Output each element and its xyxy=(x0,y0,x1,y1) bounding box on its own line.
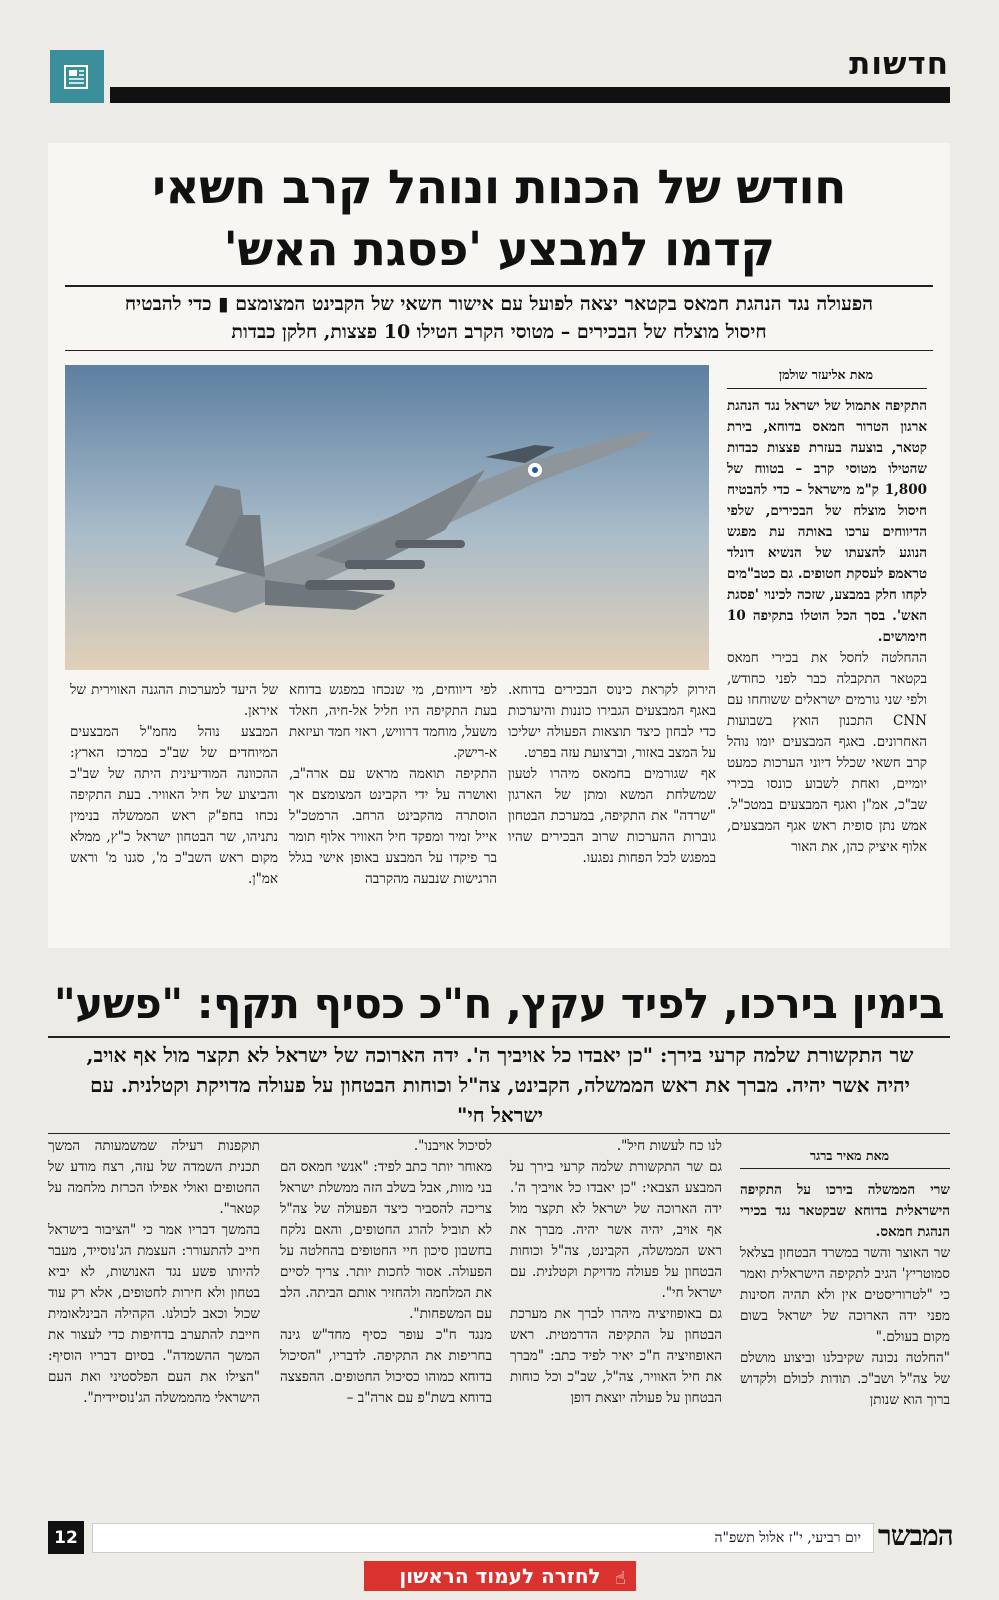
story-2-paragraph: "החלטה נכונה שקיבלנו וביצוע מושלם של צה"ל ושב"כ. תודות לכולם ולקדוש ברוך הוא שנותן xyxy=(740,1350,950,1408)
story-2-paragraph: תוקפנות רעילה שמשמעותה המשך תכנית השמדה של עזה, רצח מודע של החטופים ואולי אפילו הכרזת מלחמה על קטאר". xyxy=(48,1138,260,1217)
story-1-paragraph: של היעד למערכות ההגנה האווירית של איראן. xyxy=(70,682,278,719)
header-rule xyxy=(110,87,950,103)
story-1-headline-line-1: חודש של הכנות ונוהל קרב חשאי xyxy=(152,160,846,215)
story-2-byline: מאת מאיר ברגר xyxy=(809,1148,889,1163)
story-1-column-3 xyxy=(289,680,497,890)
story-2-subhead-line-2: יהיה אשר יהיה. מברך את ראש הממשלה, הקבינט, צה"ל וכוחות הבטחון על פעולה מדויקת וקטלנית. עם xyxy=(90,1073,910,1097)
fighter-jet-photo xyxy=(65,365,709,670)
story-1-column-4 xyxy=(70,680,278,890)
byline-rule xyxy=(727,388,927,389)
story-2-paragraph: גם באופוזיציה מיהרו לברך את מערכת הבטחון על התקיפה הדרמטית. ראש האופוזיציה ח"כ יאיר לפיד כתב: "מברך את חיל האוויר, צה"ל, שב"כ וכל כוחות הבטחון על פעולה יוצאת דופן xyxy=(510,1306,722,1406)
story-1-paragraph: המבצע נוהל מחמ"ל המבצעים המיוחדים של שב"כ במרכז הארץ: ההכוונה המודיעינית היתה של שב"כ והביצוע של חיל האוויר. בעת התקיפה נכחו בחפ"ק ראש הממשלה בנימין נתניהו, שר הבטחון ישראל כ"ץ, ממלא מקום ראש השב"כ מ', סגנו מ' וראש אמ"ן. xyxy=(70,724,278,887)
story-2-subhead-rule xyxy=(48,1133,950,1134)
story-1-column-1 xyxy=(727,396,927,858)
story-2-column-3 xyxy=(280,1136,492,1409)
section-icon xyxy=(50,50,104,103)
story-1-paragraph: התקיפה תואמה מראש עם ארה"ב, ואושרה על ידי הקבינט המצומצם אך הוסתרה מהקבינט הרחב. הרמטכ"ל אייל זמיר ומפקד חיל האוויר אלוף תומר בר פיקדו על המבצע באופן אישי בגלל הרגישות שנבעה מהקרבה xyxy=(289,766,497,887)
story-1-column-2 xyxy=(508,680,716,869)
story-1-headline-line-2: קדמו למבצע 'פסגת האש' xyxy=(223,222,775,277)
story-1-paragraph: לפי דיווחים, מי שנכחו במפגש בדוחא בעת התקיפה היו חליל אל-חיה, חאלד משעל, מוחמד דרוויש, ראזי חמד ועיזאת א-רישק. xyxy=(289,682,497,761)
story-2-byline-rule xyxy=(740,1168,950,1169)
story-2-paragraph: מנגד ח"כ עופר כסיף מחד"ש גינה בחריפות את התקיפה. לדבריו, "הסיכול בדוחא כמוהו כסיכול החטופים. ההפצצה בדוחא בשת"פ עם ארה"ב – xyxy=(280,1327,492,1406)
story-1-paragraph: הירוק לקראת כינוס הבכירים בדוחא. באגף המבצעים הגבירו כוננות והיערכות כדי לבחון כיצד תוצאות הפעולה ישליכו על המצב באזור, וברצועת עזה בפרט. xyxy=(508,682,716,761)
story-1-paragraph: אף שגורמים בחמאס מיהרו לטעון שמשלחת המשא ומתן של הארגון "שרדה" את התקיפה, במערכת הבטחון גוברות ההערכות שרוב הבכירים שהיו במפגש לכל הפחות נפגעו. xyxy=(508,766,716,866)
story-1-subhead-line-1: הפעולה נגד הנהגת חמאס בקטאר יצאה לפועל עם אישור חשאי של הקבינט המצומצם ▮ כדי להבטיח xyxy=(124,293,874,315)
newspaper-icon xyxy=(62,63,92,91)
story-1-subhead-line-2: חיסול מוצלח של הבכירים – מטוסי הקרב הטילו 10 פצצות, חלקן כבדות xyxy=(231,321,767,343)
story-2-headline: בימין בירכו, לפיד עקץ, ח"כ כסיף תקף: "פשע" xyxy=(53,979,945,1028)
story-2-paragraph: בהמשך דבריו אמר כי "הציבור בישראל חייב להתעורר: העצמת הג'נוסייד, מעבר להיותו פשע נגד האנושות, לא יביא בטחון ולא חירות לחטופים, אלא רק עוד שכול וכאב לכולנו. הקהילה הבינלאומית חייבת להתערב בדחיפות כדי לעצור את המשך ההשמדה". בסיום דבריו הוסיף: "הצילו את העם הפלסטיני ואת העם הישראלי מהממשלה הג'נוסיידית". xyxy=(48,1222,260,1406)
story-1-byline: מאת אליעזר שולמן xyxy=(778,367,873,382)
page-number: 12 xyxy=(48,1521,84,1554)
back-to-front-page-button[interactable]: לחזרה לעמוד הראשון xyxy=(364,1561,636,1591)
story-2-paragraph: שר האוצר והשר במשרד הבטחון בצלאל סמוטריץ' הגיב לתקיפה הישראלית ואמר כי "לטרוריסטים אין ולא תהיה חסינות מפני ידה הארוכה של ישראל בשום מקום בעולם." xyxy=(740,1245,950,1345)
story-2-paragraph: גם שר התקשורת שלמה קרעי בירך על המבצע הצבאי: "כן יאבדו כל אויביך ה'. ידה הארוכה של ישראל לא תקצר מול אף אויב, יהיה אשר יהיה. מברך את ראש הממשלה, הקבינט, צה"ל וכוחות הבטחון על פעולה מדויקת וקטלנית. עם ישראל חי". xyxy=(510,1159,722,1301)
story-2-paragraph: לנו כח לעשות חיל". xyxy=(616,1138,722,1154)
story-2-subhead-line-3: ישראל חי" xyxy=(457,1103,543,1127)
headline-rule xyxy=(65,285,933,287)
story-2-column-1 xyxy=(740,1180,950,1411)
story-2-paragraph: שרי הממשלה בירכו על התקיפה הישראלית בדוחא שבקטאר נגד בכירי הנהגת חמאס. xyxy=(740,1182,950,1240)
story-2-column-2 xyxy=(510,1136,722,1409)
story-2-paragraph: לסיכול אויבנו". xyxy=(413,1138,492,1154)
story-2-headline-rule xyxy=(48,1036,950,1038)
story-1-paragraph: התקיפה אתמול של ישראל נגד הנהגת ארגון הטרור חמאס בדוחא, בירת קטאר, בוצעה בעזרת פצצות כבדות שהטילו מטוסי קרב – בטווח של 1,800 ק"מ מישראל – כדי להבטיח חיסול מוצלח של הבכירים, שלפי הדיווחים ערכו באותה עת מפגש הנוגע להצעתו של הנשיא דונלד טראמפ לעסקת חטופים. גם כטב"מים לקחו חלק במבצע, שזכה לכינוי 'פסגת האש'. בסך הכל הוטלו בתקיפה 10 חימושים. xyxy=(727,398,927,645)
pointer-hand-icon: ☝ xyxy=(615,1568,626,1589)
story-1-paragraph: ההחלטה לחסל את בכירי חמאס בקטאר התקבלה כבר לפני כחודש, ולפי שני גורמים ישראלים ששוחחו עם CNN התכנון הואץ בשבועות האחרונים. באגף המבצעים יומו נוהל קרב חשאי שכלל דיוני הערכות כמעט יומיים, ואחת לשבוע כונסו בכירי שב"כ, אמ"ן ואגף המבצעים במטכ"ל. אמש נתן סופית ראש אגף המבצעים, אלוף איציק כהן, את האור xyxy=(727,650,927,855)
section-title: חדשות xyxy=(849,46,949,82)
subhead-rule xyxy=(65,350,933,351)
masthead-logo: המבשר xyxy=(878,1519,953,1552)
story-2-paragraph: מאוחר יותר כתב לפיד: "אנשי חמאס הם בני מוות, אבל בשלב הזה ממשלת ישראל צריכה להסביר כיצד הפעולה של צה"ל לא תוביל להרג החטופים, והאם נלקח בחשבון סיכון חיי החטופים בהחלטה על הפעולה. אסור לחכות יותר. צריך לסיים את המלחמה ולהחזיר אותם הביתה. הלב עם המשפחות". xyxy=(280,1159,492,1322)
story-2-column-4 xyxy=(48,1136,260,1409)
issue-date: יום רביעי, י"ז אלול תשפ"ה xyxy=(92,1523,874,1553)
story-2-subhead-line-1: שר התקשורת שלמה קרעי בירך: "כן יאבדו כל אויביך ה'. ידה הארוכה של ישראל לא תקצר מול אף אויב, xyxy=(86,1043,914,1067)
